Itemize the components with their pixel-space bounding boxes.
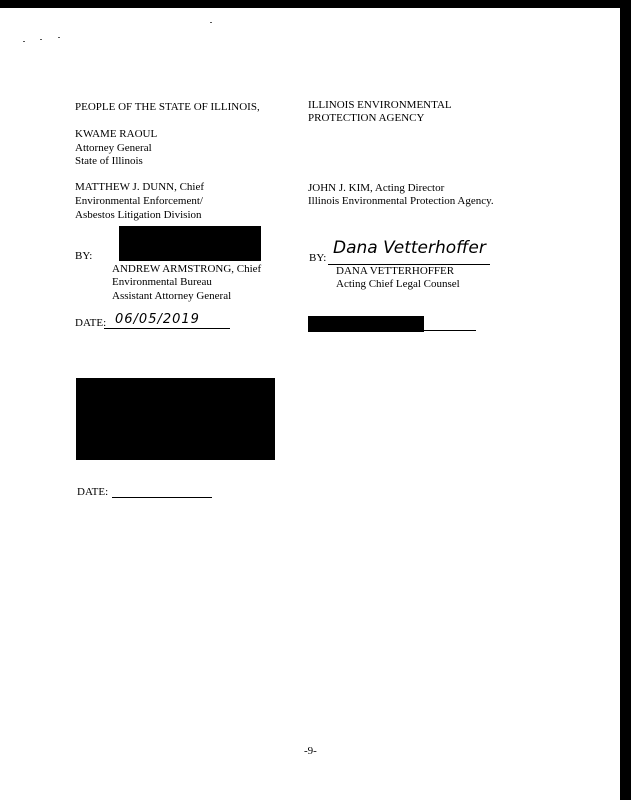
right-signer-title: Acting Chief Legal Counsel <box>336 278 460 290</box>
scan-speck <box>210 22 212 23</box>
left-signer-title-1: Environmental Bureau <box>112 276 212 288</box>
right-party-line-1: ILLINOIS ENVIRONMENTAL <box>308 99 452 111</box>
redacted-date-right <box>308 316 424 332</box>
left-signer-name: ANDREW ARMSTRONG, Chief <box>112 263 262 275</box>
scan-speck <box>23 41 25 42</box>
scan-speck <box>40 39 42 40</box>
left-party-heading: PEOPLE OF THE STATE OF ILLINOIS, <box>75 101 260 113</box>
agency-name: Illinois Environmental Protection Agency. <box>308 195 494 207</box>
left-signer-title-2: Assistant Attorney General <box>112 290 232 302</box>
right-signer-name: DANA VETTERHOFFER <box>336 265 455 277</box>
right-by-label: BY: <box>309 252 327 264</box>
scan-speck <box>58 37 60 38</box>
handwritten-date: 06/05/2019 <box>115 312 200 327</box>
ag-title: Attorney General <box>75 142 152 154</box>
page-number: -9- <box>304 745 317 757</box>
chief-title-1: Environmental Enforcement/ <box>75 195 203 207</box>
redacted-block <box>76 378 275 460</box>
left-date2-label: DATE: <box>77 486 109 498</box>
right-party-line-2: PROTECTION AGENCY <box>308 112 425 124</box>
right-date-line <box>424 330 476 331</box>
left-date2-line <box>112 497 212 498</box>
handwritten-signature: Dana Vetterhoffer <box>333 238 486 258</box>
document-page <box>0 8 620 800</box>
chief-name: MATTHEW J. DUNN, Chief <box>75 181 205 193</box>
left-date-line <box>104 328 230 329</box>
left-by-label: BY: <box>75 250 93 262</box>
director-name: JOHN J. KIM, Acting Director <box>308 182 445 194</box>
ag-state: State of Illinois <box>75 155 143 167</box>
chief-title-2: Asbestos Litigation Division <box>75 209 202 221</box>
redacted-signature-left <box>119 226 261 261</box>
ag-name: KWAME RAOUL <box>75 128 158 140</box>
left-date-label: DATE: <box>75 317 107 329</box>
